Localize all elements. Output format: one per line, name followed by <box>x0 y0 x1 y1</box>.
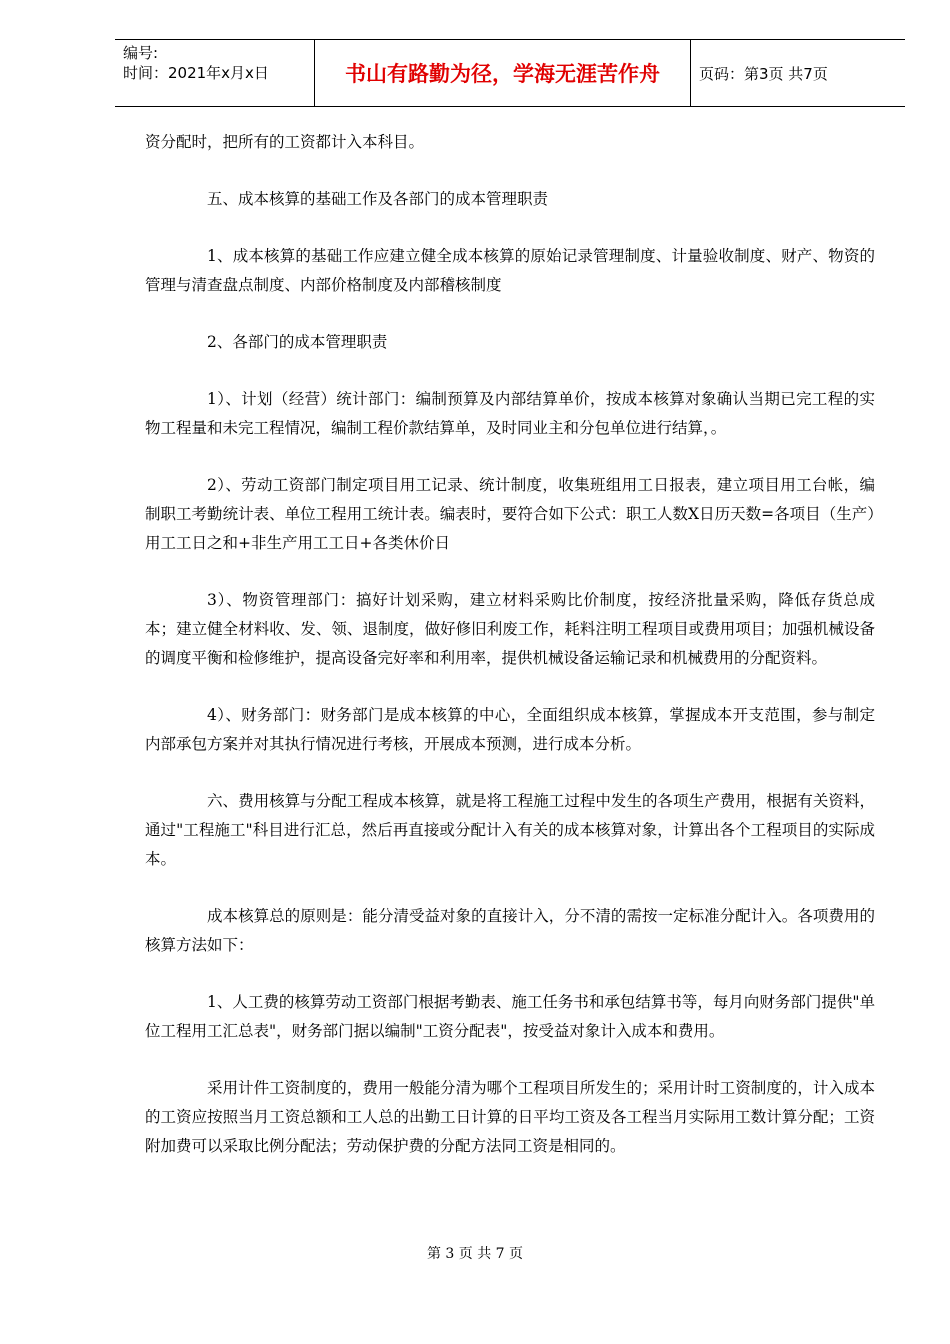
page-header <box>115 39 905 107</box>
paragraph: 资分配时，把所有的工资都计入本科目。 <box>145 133 425 151</box>
paragraph: 3）、物资管理部门：搞好计划采购，建立材料采购比价制度，按经济批量采购，降低存货总成本；建立健全材料收、发、领、退制度，做好修旧利废工作，耗料注明工程项目或费用项目；加强机械设备的调度平衡和检修维护，提高设备完好率和利用率，提供机械设备运输记录和机械费用的分配资料。 <box>145 591 875 667</box>
page-footer: 第 3 页 共 7 页 <box>426 1246 524 1262</box>
header-meta <box>115 40 315 106</box>
paragraph: 2）、劳动工资部门制定项目用工记录、统计制度，收集班组用工日报表，建立项目用工台帐，编制职工考勤统计表、单位工程用工统计表。编表时，要符合如下公式：职工人数X日历天数=各项目（生产）用工工日之和+非生产用工工日+各类休价日 <box>145 476 875 552</box>
paragraph: 成本核算总的原则是：能分清受益对象的直接计入，分不清的需按一定标准分配计入。各项费用的核算方法如下： <box>145 907 875 954</box>
paragraph: 六、费用核算与分配工程成本核算，就是将工程施工过程中发生的各项生产费用，根据有关资料，通过"工程施工"科目进行汇总，然后再直接或分配计入有关的成本核算对象，计算出各个工程项目的实际成本。 <box>145 792 875 868</box>
document-number-label: 编号: <box>123 44 159 62</box>
paragraph: 4）、财务部门：财务部门是成本核算的中心，全面组织成本核算，掌握成本开支范围，参与制定内部承包方案并对其执行情况进行考核，开展成本预测，进行成本分析。 <box>145 706 875 753</box>
paragraph: 采用计件工资制度的，费用一般能分清为哪个工程项目所发生的；采用计时工资制度的，计入成本的工资应按照当月工资总额和工人总的出勤工日计算的日平均工资及各工程当月实际用工数计算分配；工资附加费可以采取比例分配法；劳动保护费的分配方法同工资是相同的。 <box>145 1079 875 1155</box>
document-body <box>145 128 875 1189</box>
paragraph: 1、成本核算的基础工作应建立健全成本核算的原始记录管理制度、计量验收制度、财产、物资的管理与清查盘点制度、内部价格制度及内部稽核制度 <box>145 247 875 294</box>
subsection-heading: 2、各部门的成本管理职责 <box>207 333 388 351</box>
header-motto: 书山有路勤为径，学海无涯苦作舟 <box>315 40 691 106</box>
section-heading: 五、成本核算的基础工作及各部门的成本管理职责 <box>207 190 549 208</box>
header-page-number: 页码：第3页 共7页 <box>699 64 828 83</box>
paragraph: 1、人工费的核算劳动工资部门根据考勤表、施工任务书和承包结算书等，每月向财务部门提供"单位工程用工汇总表"，财务部门据以编制"工资分配表"，按受益对象计入成本和费用。 <box>145 993 875 1040</box>
document-time-label: 时间：2021年x月x日 <box>123 64 269 82</box>
paragraph: 1）、计划（经营）统计部门：编制预算及内部结算单价，按成本核算对象确认当期已完工程的实物工程量和未完工程情况，编制工程价款结算单，及时同业主和分包单位进行结算，。 <box>145 390 875 437</box>
